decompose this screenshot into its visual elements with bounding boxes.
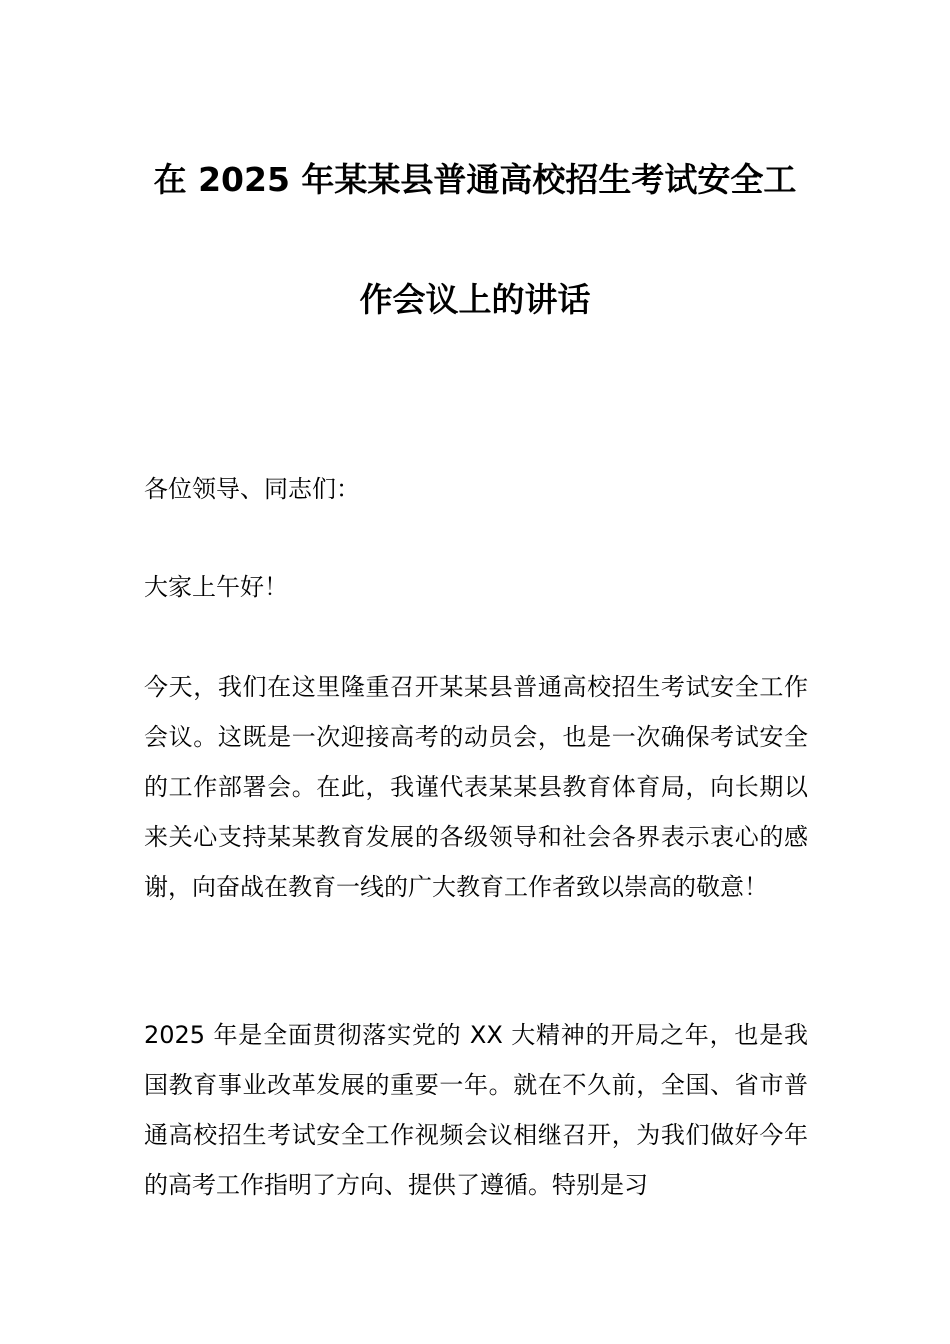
document-title-line-1: 在 2025 年某某县普通高校招生考试安全工 <box>153 160 797 199</box>
salutation-paragraph: 大家上午好！ <box>144 573 288 601</box>
greeting-paragraph: 各位领导、同志们： <box>144 475 360 503</box>
body-paragraph-1: 今天，我们在这里隆重召开某某县普通高校招生考试安全工作会议。这既是一次迎接高考的动员会，也是一次确保考试安全的工作部署会。在此，我谨代表某某县教育体育局，向长期以来关心支持某某教育发展的各级领导和社会各界表示衷心的感谢，向奋战在教育一线的广大教育工作者致以崇高的敬意！ <box>144 673 808 901</box>
body-paragraph-2: 2025 年是全面贯彻落实党的 XX 大精神的开局之年，也是我国教育事业改革发展的重要一年。就在不久前，全国、省市普通高校招生考试安全工作视频会议相继召开，为我们做好今年的高考工作指明了方向、提供了遵循。特别是习 <box>144 1021 808 1199</box>
document-title-line-2: 作会议上的讲话 <box>359 280 591 319</box>
